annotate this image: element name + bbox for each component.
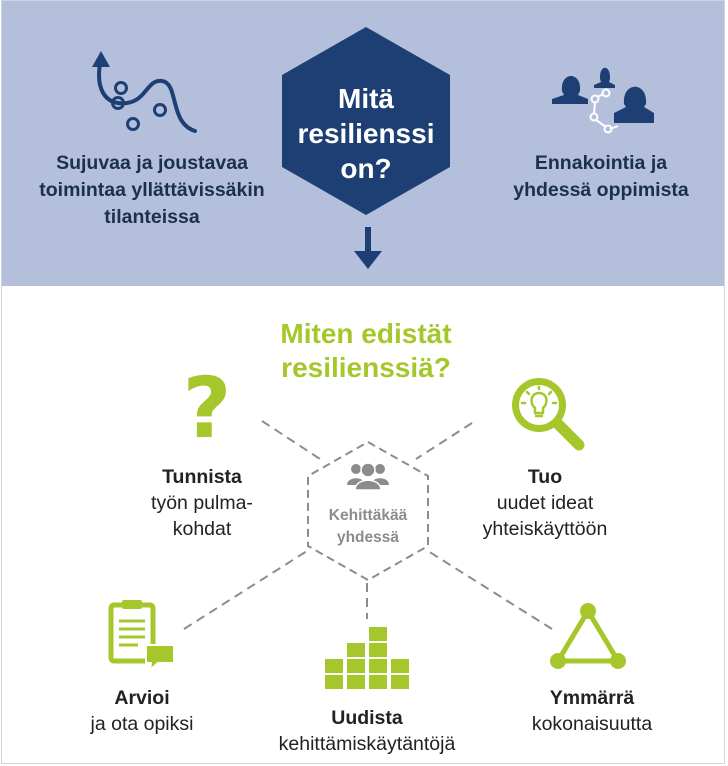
item-tunnista-line-1: työn pulma- — [151, 492, 253, 514]
clipboard-comment-icon — [108, 599, 176, 671]
item-arvioi — [62, 685, 222, 737]
item-tuo-title: Tuo — [527, 466, 563, 488]
bottom-title-line-1: Miten edistät — [280, 318, 452, 349]
item-tuo-line-2: yhteiskäyttöön — [482, 518, 608, 540]
lightbulb-magnifier-icon — [507, 373, 587, 453]
item-arvioi-line-1: ja ota opiksi — [90, 713, 194, 735]
question-mark-icon: ? — [182, 359, 232, 457]
group-icon — [346, 459, 390, 491]
center-collab-line-2: yhdessä — [336, 529, 400, 546]
top-right-line-2: yhdessä oppimista — [513, 179, 689, 201]
item-ymmarra — [502, 685, 682, 737]
item-uudista-line-1: kehittämiskäytäntöjä — [278, 733, 456, 755]
item-arvioi-title: Arvioi — [114, 687, 170, 709]
top-right-line-1: Ennakointia ja — [534, 152, 668, 174]
bottom-title-line-2: resilienssiä? — [281, 352, 451, 383]
item-tuo-line-1: uudet ideat — [496, 492, 594, 514]
item-uudista-title: Uudista — [331, 707, 403, 729]
center-collab-text — [304, 505, 432, 549]
infographic — [1, 0, 725, 764]
center-line-3: on? — [340, 153, 392, 184]
item-tunnista-title: Tunnista — [162, 466, 242, 488]
triangle-nodes-icon — [548, 601, 630, 673]
item-ymmarra-line-1: kokonaisuutta — [531, 713, 653, 735]
center-line-1: Mitä — [338, 83, 394, 114]
item-tunnista — [112, 464, 292, 542]
center-line-2: resilienssi — [297, 118, 435, 149]
item-ymmarra-title: Ymmärrä — [549, 687, 635, 709]
item-tunnista-line-2: kohdat — [172, 518, 232, 540]
top-left-line-1: Sujuvaa ja joustavaa — [56, 152, 248, 174]
top-left-line-2: toimintaa yllättävissäkin — [39, 179, 265, 201]
item-uudista — [252, 705, 482, 757]
item-tuo — [450, 464, 640, 542]
center-collab-line-1: Kehittäkää — [328, 507, 408, 524]
blocks-stairs-icon — [324, 626, 412, 690]
top-left-line-3: tilanteissa — [104, 206, 200, 228]
